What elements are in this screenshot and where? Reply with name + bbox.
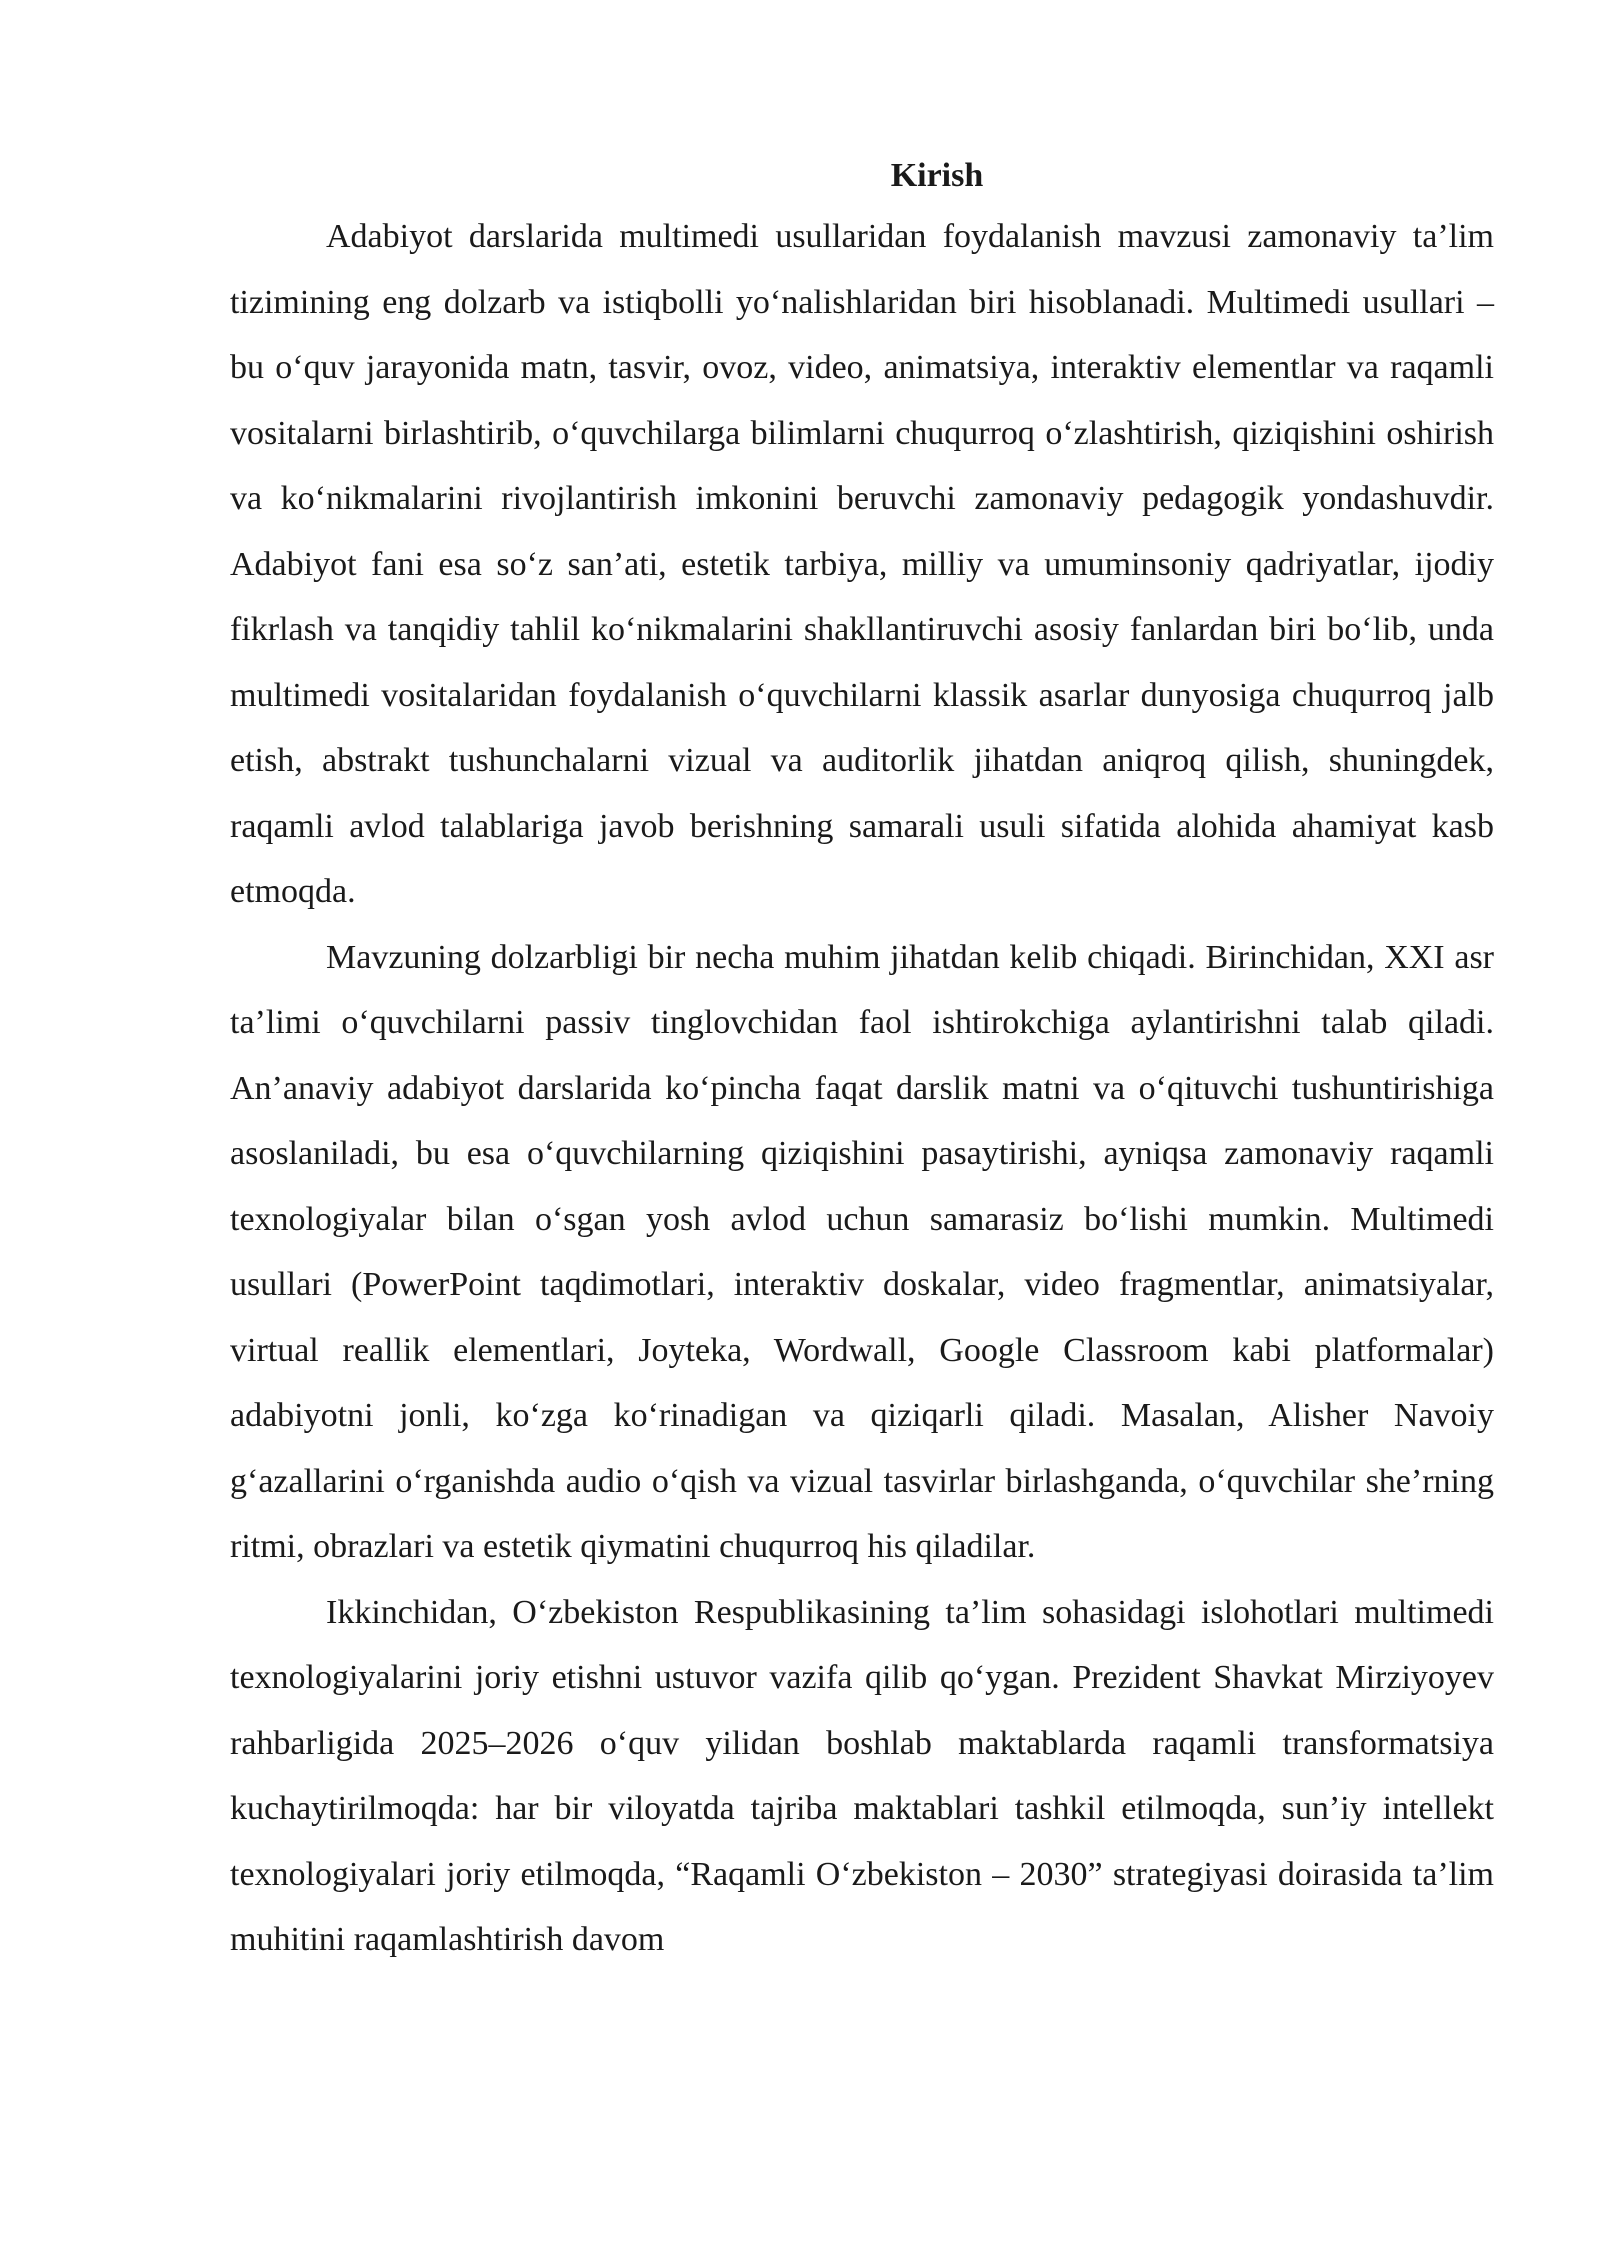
page-title: Kirish: [890, 157, 984, 194]
page-content: [230, 148, 1494, 1973]
paragraph-3: Ikkinchidan, O‘zbekiston Respublikasining ta’lim sohasidagi islohotlari multimedi texnologiyalarini joriy etishni ustuvor vazifa qilib qo‘ygan. Prezident Shavkat Mirziyoyev rahbarligida 2025–2026 o‘quv yilidan boshlab maktablarda raqamli transformatsiya kuchaytirilmoqda: har bir viloyatda tajriba maktablari tashkil etilmoqda, sun’iy intellekt texnologiyalari joriy etilmoqda, “Raqamli O‘zbekiston – 2030” strategiyasi doirasida ta’lim muhitini raqamlashtirish davom: [230, 1593, 1494, 1958]
paragraph-2: Mavzuning dolzarbligi bir necha muhim jihatdan kelib chiqadi. Birinchidan, XXI asr ta’limi o‘quvchilarni passiv tinglovchidan faol ishtirokchiga aylantirishni talab qiladi. An’anaviy adabiyot darslarida ko‘pincha faqat darslik matni va o‘qituvchi tushuntirishiga asoslaniladi, bu esa o‘quvchilarning qiziqishini pasaytirishi, ayniqsa zamonaviy raqamli texnologiyalar bilan o‘sgan yosh avlod uchun samarasiz bo‘lishi mumkin. Multimedi usullari (PowerPoint taqdimotlari, interaktiv doskalar, video fragmentlar, animatsiyalar, virtual reallik elementlari, Joyteka, Wordwall, Google Classroom kabi platformalar) adabiyotni jonli, ko‘zga ko‘rinadigan va qiziqarli qiladi. Masalan, Alisher Navoiy g‘azallarini o‘rganishda audio o‘qish va vizual tasvirlar birlashganda, o‘quvchilar she’rning ritmi, obrazlari va estetik qiymatini chuqurroq his qiladilar.: [230, 938, 1494, 1565]
paragraph-1: Adabiyot darslarida multimedi usullaridan foydalanish mavzusi zamonaviy ta’lim tizimining eng dolzarb va istiqbolli yo‘nalishlaridan biri hisoblanadi. Multimedi usullari – bu o‘quv jarayonida matn, tasvir, ovoz, video, animatsiya, interaktiv elementlar va raqamli vositalarni birlashtirib, o‘quvchilarga bilimlarni chuqurroq o‘zlashtirish, qiziqishini oshirish va ko‘nikmalarini rivojlantirish imkonini beruvchi zamonaviy pedagogik yondashuvdir. Adabiyot fani esa so‘z san’ati, estetik tarbiya, milliy va umuminsoniy qadriyatlar, ijodiy fikrlash va tanqidiy tahlil ko‘nikmalarini shakllantiruvchi asosiy fanlardan biri bo‘lib, unda multimedi vositalaridan foydalanish o‘quvchilarni klassik asarlar dunyosiga chuqurroq jalb etish, abstrakt tushunchalarni vizual va auditorlik jihatdan aniqroq qilish, shuningdek, raqamli avlod talablariga javob berishning samarali usuli sifatida alohida ahamiyat kasb etmoqda.: [230, 218, 1494, 910]
